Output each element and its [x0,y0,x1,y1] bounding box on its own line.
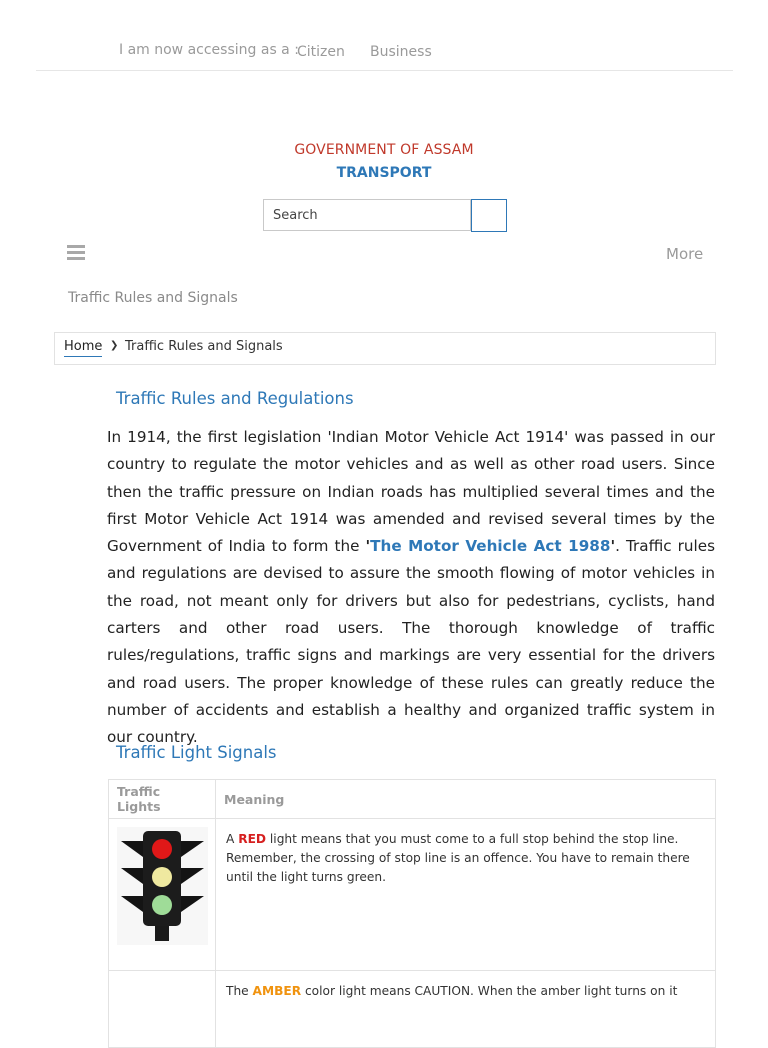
column-header-meaning: Meaning [216,780,716,819]
amber-light-image-cell [109,971,216,1048]
breadcrumb-current: Traffic Rules and Signals [125,339,283,354]
search-input[interactable] [263,199,471,231]
section-title-lights: Traffic Light Signals [116,743,277,762]
citizen-option[interactable]: Citizen [297,44,345,60]
table-row [109,819,716,971]
breadcrumb [54,332,716,365]
red-light-meaning [216,819,716,971]
department-title[interactable]: TRANSPORT [336,165,432,181]
column-header-lights: Traffic Lights [109,780,216,819]
amber-light-description: color light means CAUTION. When the amber light turns on it [301,984,678,998]
breadcrumb-chevron-icon: ❯ [110,340,119,351]
intro-text-part2: . Traffic rules and regulations are devised to assure the smooth flowing of motor vehicles in the road, not meant only for drivers but also for pedestrians, cyclists, hand carters and other road users. The thorough knowledge of traffic rules/regulations, traffic signs and markings are very essential for the drivers and road users. The proper knowledge of these rules can greatly reduce the number of accidents and establish a healthy and organized traffic system in our country. [107,537,715,747]
hamburger-menu-icon[interactable] [67,245,85,261]
section-title-rules: Traffic Rules and Regulations [116,389,354,408]
more-menu-link[interactable]: More [666,245,704,263]
user-type-bar [36,28,733,71]
red-keyword: RED [238,832,267,846]
row-prefix: The [226,984,253,998]
breadcrumb-home-link[interactable]: Home [64,339,102,357]
quote-open: ' [365,537,371,556]
intro-text-part1: In 1914, the first legislation 'Indian Motor Vehicle Act 1914' was passed in our country to regulate the motor vehicles and as well as other road users. Since then the traffic pressure on Indian roads has multiplied several times and the first Motor Vehicle Act 1914 was amended and revised several times by the Government of India to form the [107,428,715,556]
traffic-light-image-cell [109,819,216,971]
amber-light-meaning [216,971,716,1048]
access-label: I am now accessing as a : [119,42,299,58]
red-light-description: light means that you must come to a full stop behind the stop line. Remember, the crossing of stop line is an offence. You have to remain there until the light turns green. [226,832,690,884]
page-heading: Traffic Rules and Signals [68,290,238,306]
search-button[interactable] [471,199,507,232]
quote-close: ' [610,537,616,556]
table-header-row [109,780,716,819]
traffic-lights-table [108,779,716,1048]
row-prefix: A [226,832,239,846]
motor-vehicle-act-link[interactable]: The Motor Vehicle Act 1988 [370,537,611,556]
table-row [109,971,716,1048]
intro-paragraph [107,424,715,752]
traffic-light-icon [117,827,208,945]
business-option[interactable]: Business [370,44,432,60]
government-title[interactable]: GOVERNMENT OF ASSAM [294,142,474,158]
amber-keyword: AMBER [252,984,302,998]
